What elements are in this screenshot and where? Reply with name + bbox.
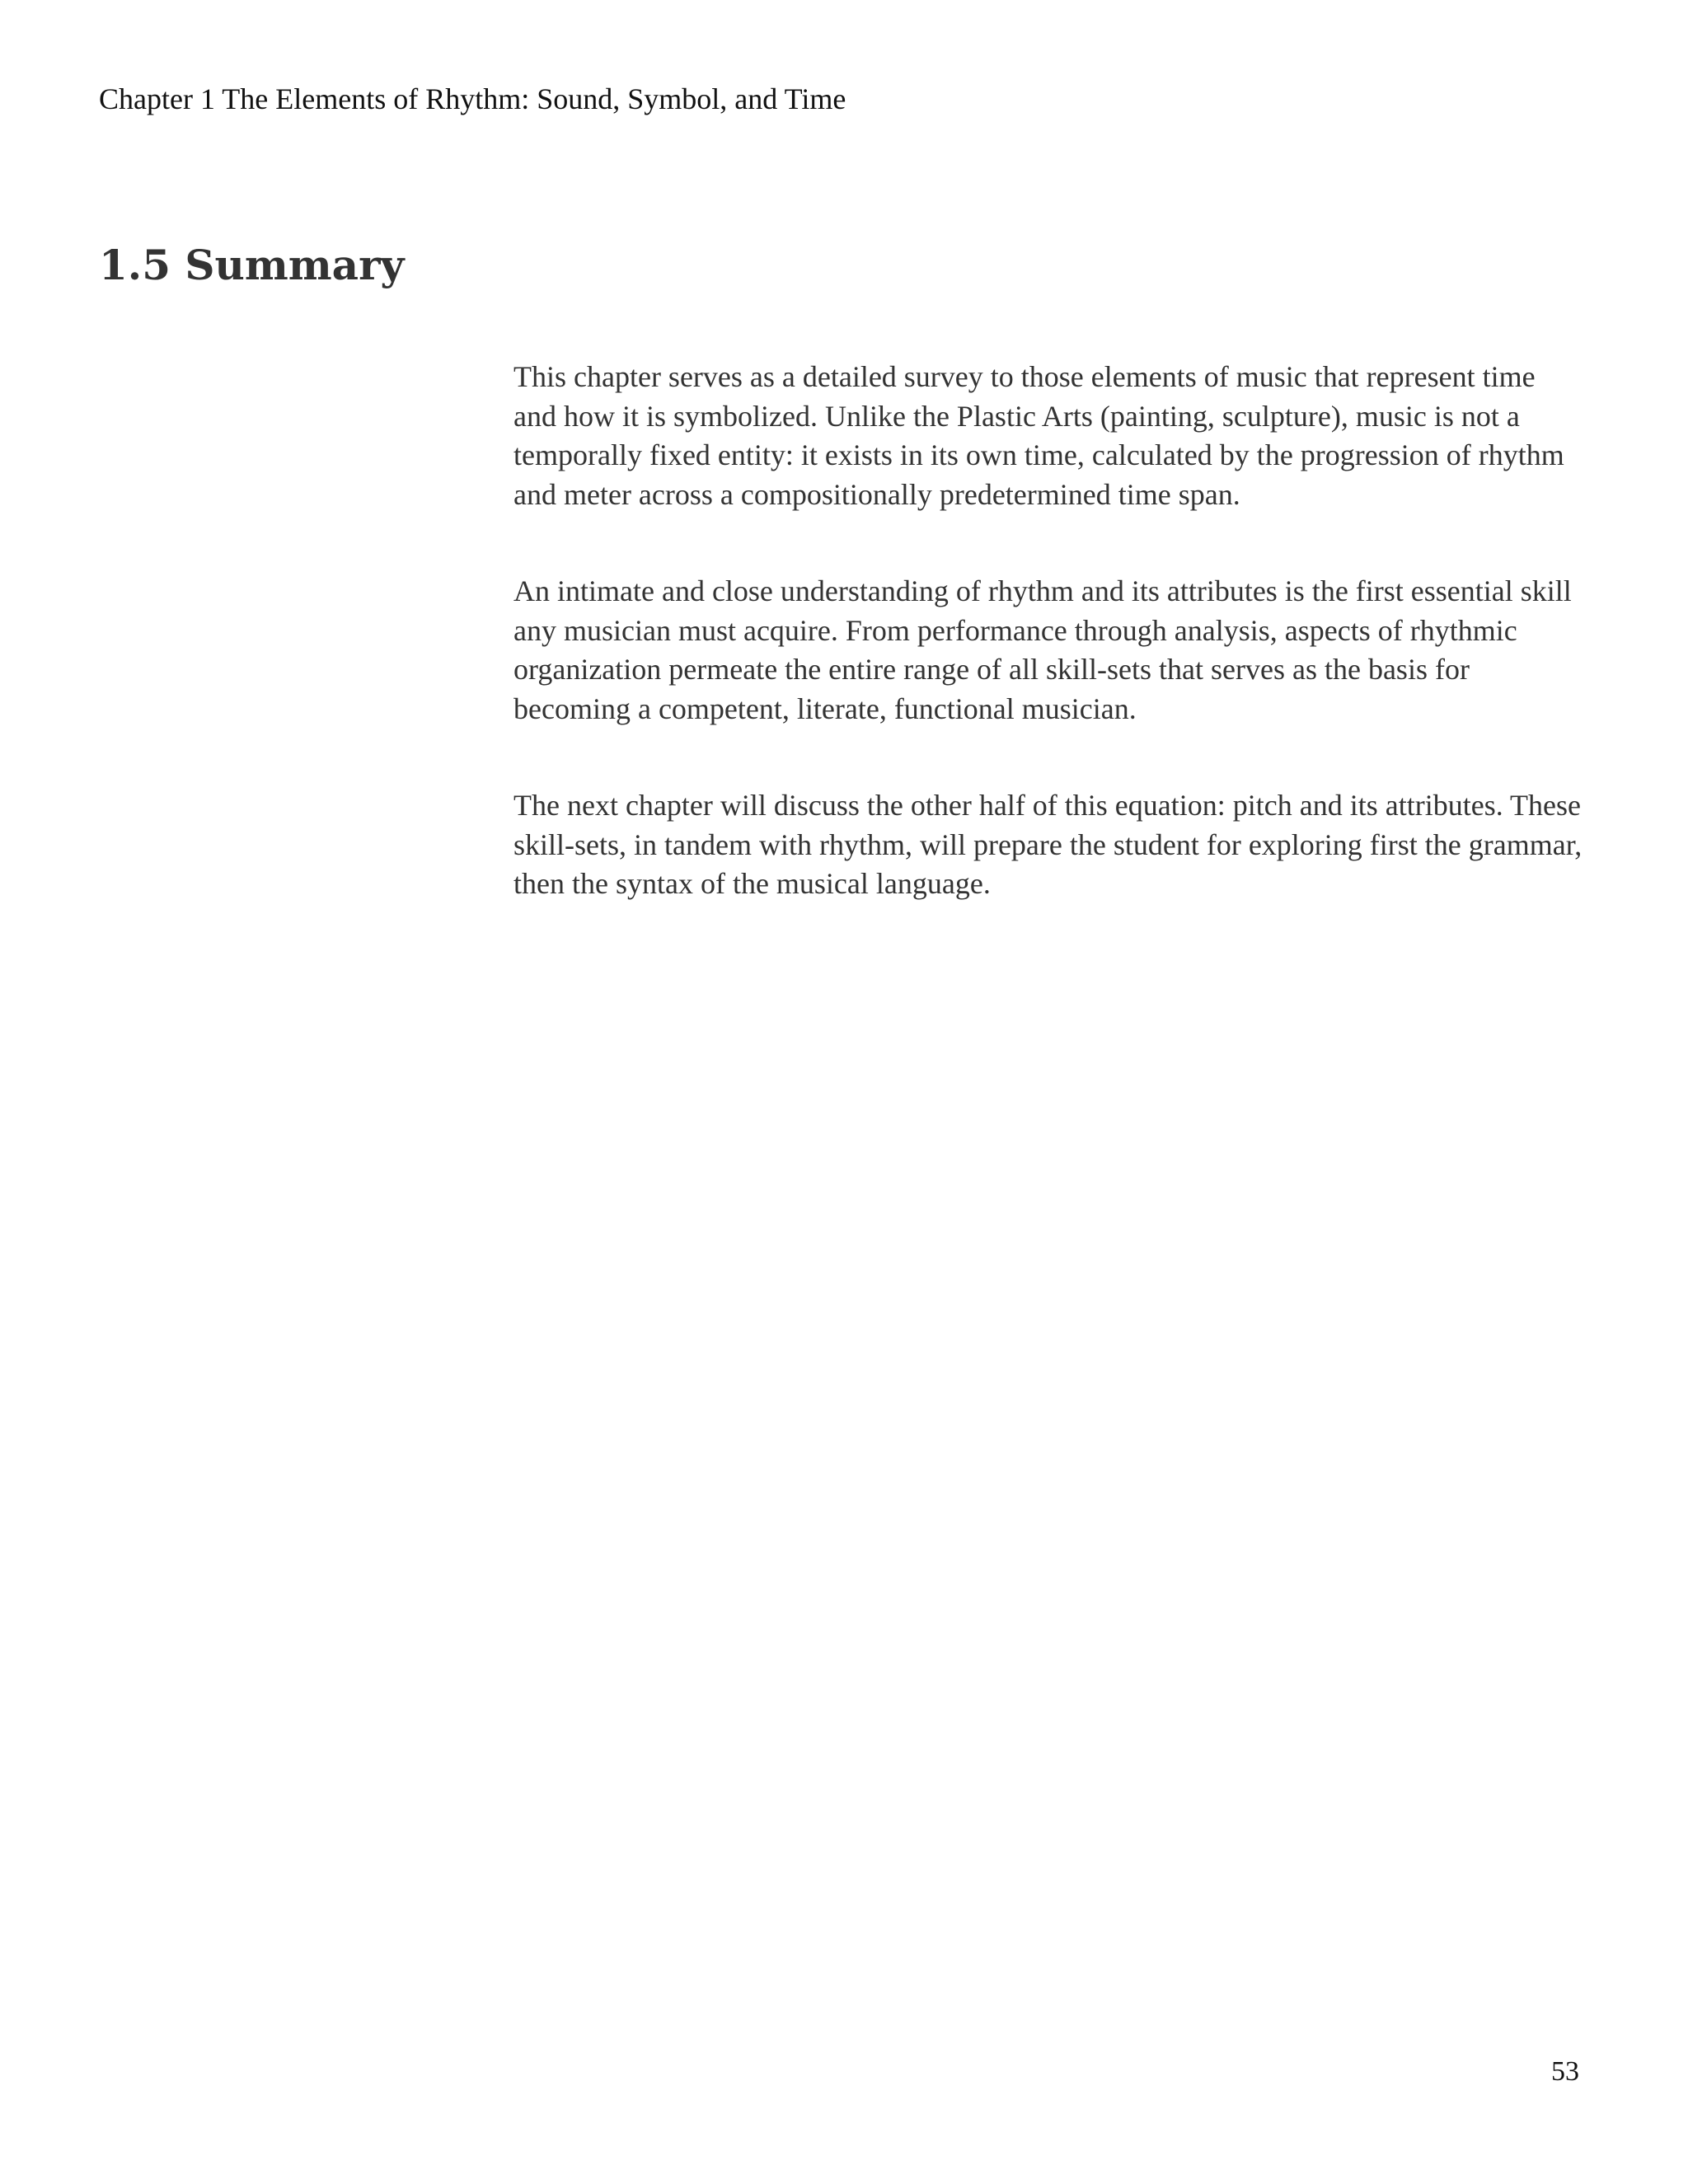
body-text (513, 358, 1585, 962)
paragraph: This chapter serves as a detailed survey to those elements of music that represent time and how it is symbolized. Unlike the Plastic Arts (painting, sculpture), music is not a temporally fixed entity: it exists in its own time, calculated by the progression of rhythm and meter across a compositionally predetermined time span. (513, 360, 1564, 511)
running-header: Chapter 1 The Elements of Rhythm: Sound, Symbol, and Time (99, 82, 846, 115)
paragraph: An intimate and close understanding of rhythm and its attributes is the first essential skill any musician must acquire. From performance through analysis, aspects of rhythmic organization permeate the entire range of all skill-sets that serves as the basis for becoming a competent, literate, functional musician. (513, 574, 1572, 725)
section-heading: 1.5 Summary (99, 241, 405, 289)
page-number: 53 (1551, 2056, 1579, 2087)
paragraph: The next chapter will discuss the other half of this equation: pitch and its attributes. These skill-sets, in tandem with rhythm, will prepare the student for exploring first the grammar, then the syntax of the musical language. (513, 789, 1582, 900)
